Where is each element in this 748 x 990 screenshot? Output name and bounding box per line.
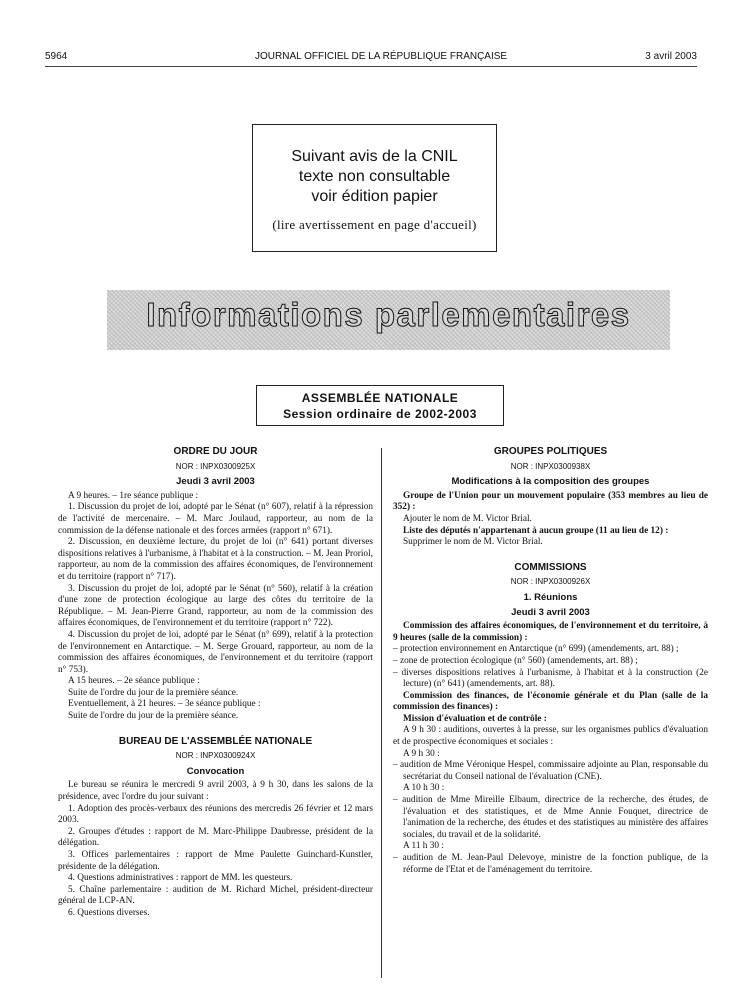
commissions-para: – diverses dispositions relatives à l'urbanisme, à l'habitat et à la construction (2e lecture) (n° 641) (amendements, art. 88).: [393, 667, 708, 690]
assembly-name: ASSEMBLÉE NATIONALE: [301, 391, 459, 405]
left-column: [58, 446, 373, 920]
ordre-para: 3. Discussion du projet de loi, adopté par le Sénat (n° 560), relatif à la création d'une zone de protection écologique au large des côtes du territoire de la République. – M. Jean-Pierre Grand, rapporteur, au nom de la commission des affaires économiques, de l'environnement et du territoire (rapport n° 722).: [58, 583, 373, 629]
column-divider: [381, 448, 382, 978]
cnil-notice: [252, 124, 497, 252]
groupes-para: Groupe de l'Union pour un mouvement populaire (353 membres au lieu de 352) :: [393, 490, 708, 513]
commissions-para: – audition de Mme Véronique Hespel, commissaire adjointe au Plan, responsable du secrétariat du Conseil national de l'évaluation (CNE).: [393, 760, 708, 782]
ordre-para: Eventuellement, à 21 heures. – 3e séance publique :: [68, 699, 261, 710]
commissions-para: Mission d'évaluation et de contrôle :: [403, 713, 547, 724]
ordre-para: 1. Discussion du projet de loi, adopté par le Sénat (n° 607), relatif à la répression de l'activité de mercenaire. – M. Marc Joulaud, rapporteur, au nom de la commission de la défense nationale et des forces armées (rapport n° 671).: [58, 502, 373, 536]
ordre-para: A 15 heures. – 2e séance publique :: [68, 676, 200, 687]
assembly-box: [256, 385, 504, 426]
ordre-nor: NOR : INPX0300925X: [175, 461, 256, 471]
commissions-para: – audition de Mme Mireille Elbaum, directrice de la recherche, des études, de l'évaluation et des statistiques, et de Mme Annie Fouquet, directrice de l'animation de la recherche, des études et des statistiques au ministère des affaires sociales, du travail et de la solidarité.: [393, 795, 708, 840]
bureau-para: 5. Chaîne parlementaire : audition de M. Richard Michel, président-directeur général de LCP-AN.: [58, 884, 373, 907]
groupes-para: Ajouter le nom de M. Victor Brial.: [403, 513, 532, 524]
commissions-para: – protection environnement en Antarctique (n° 699) (amendements, art. 88) ;: [393, 644, 679, 655]
commissions-para: Commission des affaires économiques, de l'environnement et du territoire, à 9 heures (salle de la commission) :: [393, 621, 708, 643]
groupes-heading: GROUPES POLITIQUES: [493, 446, 608, 457]
bureau-nor: NOR : INPX0300924X: [175, 751, 256, 761]
commissions-para: – audition de M. Jean-Paul Delevoye, ministre de la fonction publique, de la réforme de l'Etat et de l'aménagement du territoire.: [393, 853, 708, 875]
ordre-date: Jeudi 3 avril 2003: [176, 476, 255, 488]
commissions-para: A 10 h 30 :: [403, 783, 445, 794]
ordre-para: Suite de l'ordre du jour de la première séance.: [68, 711, 239, 722]
session-label: Session ordinaire de 2002-2003: [283, 407, 477, 421]
ordre-para: 4. Discussion du projet de loi, adopté par le Sénat (n° 699), relatif à la protection de l'environnement en Antarctique. – M. Serge Grouard, rapporteur, au nom de la commission des affaires économiques, de l'environnement et du territoire (rapport n° 753).: [58, 629, 373, 675]
commissions-heading: COMMISSIONS: [514, 561, 587, 573]
right-column: [393, 446, 708, 876]
commissions-nor: NOR : INPX0300926X: [510, 577, 591, 587]
bureau-sub: Convocation: [186, 765, 245, 777]
issue-date: 3 avril 2003: [645, 51, 697, 62]
ordre-para: Suite de l'ordre du jour de la première séance.: [68, 687, 239, 698]
bureau-para: 2. Groupes d'études : rapport de M. Marc-Philippe Daubresse, président de la délégation.: [58, 826, 373, 849]
bureau-para: 3. Offices parlementaires : rapport de Mme Paulette Guinchard-Kunstler, présidente de la délégation.: [58, 850, 373, 872]
commissions-para: A 9 h 30 :: [403, 748, 440, 759]
cnil-note: (lire avertissement en page d'accueil): [272, 217, 477, 232]
groupes-sub: Modifications à la composition des groupes: [451, 476, 650, 488]
groupes-para: Supprimer le nom de M. Victor Brial.: [403, 537, 543, 548]
journal-title: JOURNAL OFFICIEL DE LA RÉPUBLIQUE FRANÇAISE: [255, 51, 508, 62]
bureau-para: Le bureau se réunira le mercredi 9 avril 2003, à 9 h 30, dans les salons de la présidence, avec l'ordre du jour suivant :: [58, 780, 373, 803]
bureau-heading: BUREAU DE L'ASSEMBLÉE NATIONALE: [118, 735, 313, 747]
page-header: [45, 50, 697, 67]
bureau-para: 6. Questions diverses.: [68, 907, 150, 918]
ordre-para: A 9 heures. – 1re séance publique :: [68, 490, 199, 501]
cnil-line1: Suivant avis de la CNIL: [291, 148, 458, 165]
commissions-para: Commission des finances, de l'économie générale et du Plan (salle de la commission des finances) :: [393, 690, 708, 713]
commissions-date: Jeudi 3 avril 2003: [511, 606, 590, 618]
commissions-para: A 9 h 30 : auditions, ouvertes à la presse, sur les organismes publics d'évaluation et de prospective économiques et sociales :: [393, 725, 708, 748]
groupes-para: Liste des députés n'appartenant à aucun groupe (11 au lieu de 12) :: [403, 525, 669, 536]
ordre-para: 2. Discussion, en deuxième lecture, du projet de loi (n° 641) portant diverses dispositions relatives à l'urbanisme, à l'habitat et à la construction. – M. Jean Proriol, rapporteur, au nom de la commission des affaires économiques, de l'environnement et du territoire (rapport n° 717).: [58, 537, 373, 582]
commissions-para: – zone de protection écologique (n° 560) (amendements, art. 88) ;: [393, 655, 638, 666]
groupes-nor: NOR : INPX0300938X: [510, 461, 591, 471]
section-banner: [107, 290, 670, 350]
ordre-heading: ORDRE DU JOUR: [173, 446, 258, 457]
page-number: 5964: [45, 51, 68, 62]
commissions-sub: 1. Réunions: [523, 591, 578, 603]
banner-title: Informations parlementaires: [146, 296, 631, 333]
commissions-para: A 11 h 30 :: [403, 841, 444, 852]
bureau-para: 4. Questions administratives : rapport de MM. les questeurs.: [68, 873, 293, 884]
bureau-para: 1. Adoption des procès-verbaux des réunions des mercredis 26 février et 12 mars 2003.: [58, 803, 373, 826]
cnil-line3: voir édition papier: [311, 188, 438, 205]
cnil-line2: texte non consultable: [298, 168, 451, 185]
